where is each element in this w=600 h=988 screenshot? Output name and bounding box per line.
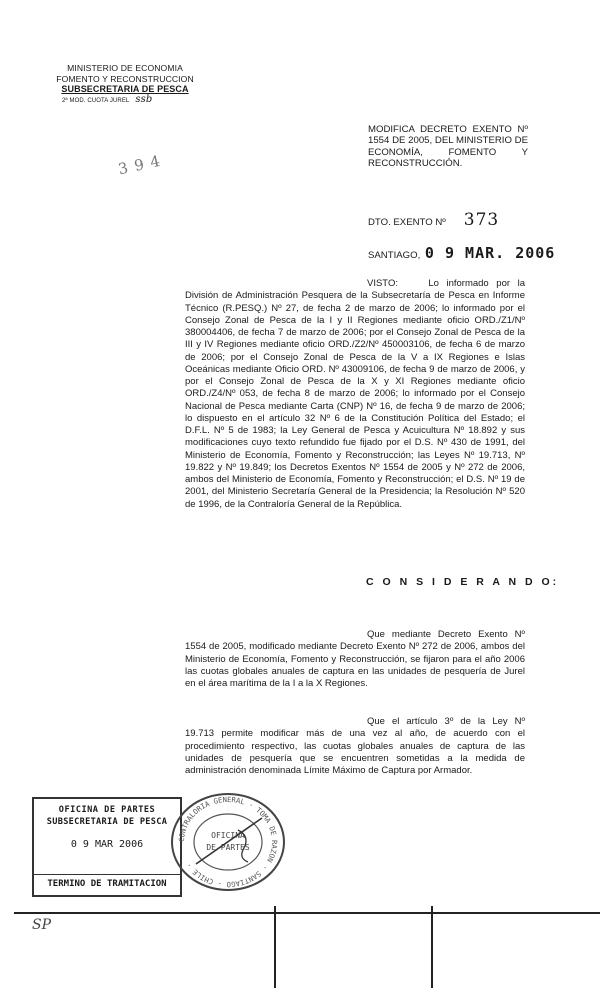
handwritten-number: 3 9 4 xyxy=(116,151,163,179)
office-stamp-line2: SUBSECRETARIA DE PESCA xyxy=(46,817,168,827)
considerando-heading: C O N S I D E R A N D O: xyxy=(366,576,560,588)
paragraph-1-text: Que mediante Decreto Exento Nº 1554 de 2005, modificado mediante Decreto Exento Nº 272 de 2006, ambos del Ministerio de Economía, Fomento y Reconstrucción, se fijaron para el año 2006 las cuotas globales anuales de captura en las unidades de pesquería de Jurel en el área marítima de la I a la X Regiones. xyxy=(185,629,525,689)
paragraph-2-text: Que el artículo 3º de la Ley Nº 19.713 permite modificar más de una vez al año, de acuerdo con el procedimiento respectivo, las cuotas globales anuales de captura de las unidades de pesquería que se encuentren sometidas a la medida de administración denominada Límite Máximo de Captura por Armador. xyxy=(185,716,525,776)
visto-paragraph xyxy=(185,278,525,511)
seal-center-line1: OFICINA xyxy=(211,831,245,840)
dateline xyxy=(368,244,555,262)
letterhead-ministry-2: FOMENTO Y RECONSTRUCCION xyxy=(56,73,194,84)
visto-text: Lo informado por la División de Administración Pesquera de la Subsecretaría de Pesca en Informe Técnico (R.PESQ.) Nº 27, de fecha 2 de marzo de 2006; lo informado por el Consejo Zonal de Pesca de la I y II Regiones mediante oficio ORD./Z1/Nº 380004406, de fecha 7 de marzo de 2006; por el Consejo Zonal de Pesca de la III y IV Regiones mediante oficio ORD./Z2/Nº 450003106, de fecha 6 de marzo de 2006; por el Consejo Zonal de Pesca de la V a IX Regiones e Islas Oceánicas mediante Oficio ORD. Nº 43009106, de fecha 9 de marzo de 2006, y por el Consejo Zonal de Pesca de la X y XI Regiones mediante oficio ORD./Z4/Nº 053, de fecha 8 de marzo de 2006; lo informado por el Consejo Nacional de Pesca mediante Carta (CNP) Nº 16, de fecha 9 de marzo de 2006; lo dispuesto en el artículo 32 Nº 6 de la Constitución Política del Estado; el D.F.L. Nº 5 de 1983; la Ley General de Pesca y Acuicultura Nº 18.892 y sus modificaciones cuyo texto refundido fue fijado por el D.S. Nº 430 de 1991, del Ministerio de Economía, Fomento y Reconstrucción; las Leyes Nº 19.713, Nº 19.822 y Nº 19.849; los Decretos Exentos Nº 1554 de 2005 y Nº 272 de 2006, ambos del Ministerio de Economía, Fomento y Reconstrucción; el D.S. Nº 19 de 2001, del Ministerio Secretaría General de la Presidencia; la Resolución Nº 520 de 1996, de la Contraloría General de la República. xyxy=(185,278,525,510)
reference-code: 2ª MOD. CUOTA JUREL xyxy=(62,97,130,104)
decree-number-line xyxy=(368,210,499,230)
letterhead-subsecretary: SUBSECRETARIA DE PESCA xyxy=(61,84,189,95)
bottom-divider-left xyxy=(274,906,276,988)
document-title: MODIFICA DECRETO EXENTO Nº 1554 DE 2005, DEL MINISTERIO DE ECONOMÍA, FOMENTO Y RECONSTRUCCIÓN. xyxy=(368,124,528,170)
seal-ring-text: CONTRALORIA GENERAL · TOMA DE RAZON · SANTIAGO - CHILE · xyxy=(176,794,280,890)
decree-number: 373 xyxy=(463,210,500,230)
visto-label: VISTO: xyxy=(367,278,398,289)
considerando-paragraph-2 xyxy=(185,716,525,777)
letterhead xyxy=(40,63,210,106)
seal-center-line2: DE PARTES xyxy=(206,843,250,852)
office-stamp-line1: OFICINA DE PARTES xyxy=(58,805,156,815)
seal-pen-stroke xyxy=(196,818,262,864)
office-stamp-date: 0 9 MAR 2006 xyxy=(70,839,144,850)
office-stamp-footer: TERMINO DE TRAMITACION xyxy=(34,874,180,889)
office-stamp xyxy=(32,797,182,897)
margin-handwriting: SP xyxy=(32,917,52,933)
considerando-paragraph-1 xyxy=(185,629,525,690)
date-stamp: 0 9 MAR. 2006 xyxy=(424,244,556,262)
bottom-divider-right xyxy=(431,906,433,988)
decree-label: DTO. EXENTO Nº xyxy=(368,217,446,228)
handwritten-initials: ssb xyxy=(135,93,153,105)
bottom-rule xyxy=(14,912,600,914)
letterhead-ministry: MINISTERIO DE ECONOMIA xyxy=(67,63,183,73)
contraloria-seal xyxy=(166,790,290,894)
letterhead-reference xyxy=(40,95,210,106)
dateline-place: SANTIAGO, xyxy=(368,250,421,261)
